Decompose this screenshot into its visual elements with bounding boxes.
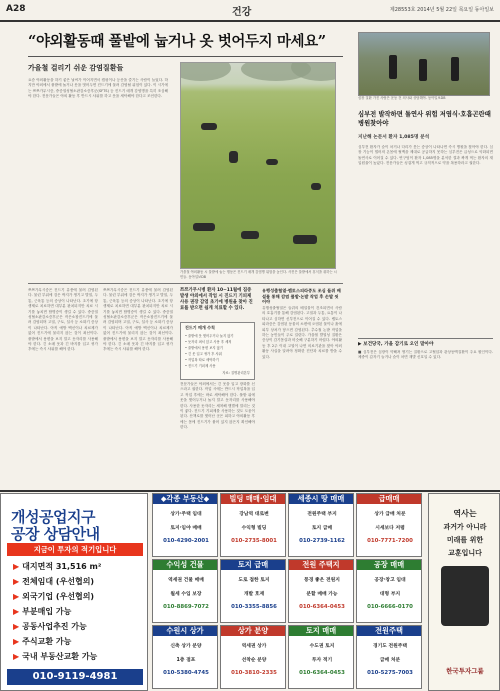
- main-photo-caption: 가을철 야외활동 시 풀밭에 눕는 행동은 진드기 매개 감염병 위험을 높인다. 사진은 풀밭에서 휴식을 취하는 시민들. 동아일보DB: [180, 270, 337, 279]
- classified-ad-line: 1층 점포: [176, 658, 196, 663]
- classified-ad: [220, 625, 286, 689]
- classified-ad-line: 역세권 건물 매매: [168, 578, 204, 583]
- right-article2-head: ▶ 보건당국, 가을 감기로 오인 말아야: [358, 342, 434, 347]
- classified-ad: [356, 493, 422, 557]
- right-article-text: 심부전 환자가 숨이 차거나 다리가 붓는 증상이 나타나면 즉시 병원을 찾아야 한다. 심장 기능이 떨어져 온몸에 혈액을 제대로 공급하지 못하는 심부전은 급성으로 악화되면 돌연사로 이어질 수 있다. 연구팀이 환자 1,085명을 분석한 결과 짜게 먹는 환자의 재입원율이 높았다. 전문가들은 싱겁게 먹고 규칙적으로 약을 복용하라고 권한다.: [358, 145, 493, 166]
- classified-ad-title: 수원시 상가: [153, 626, 217, 636]
- side-ad-brand: 한국투자그룹: [446, 667, 484, 675]
- classified-ad-title: 공장 매매: [357, 560, 421, 570]
- side-ad-line3: 미래를 위한: [446, 535, 484, 544]
- right-article-subhead: 지난해 논문서 환자 1,085명 분석: [358, 135, 430, 140]
- classified-ad: [356, 559, 422, 623]
- classified-ads-grid: [152, 493, 424, 691]
- info-box-line: • 돗자리 펴서 앉고 사용 후 세척: [185, 340, 232, 344]
- right-side-ad: [428, 493, 500, 691]
- classified-ad-line: 개발 호재: [243, 592, 265, 597]
- classified-ad-title: 급매매: [357, 494, 421, 504]
- info-box-line: • 풀밭에 옷 벗어두거나 눕지 않기: [185, 334, 234, 338]
- classified-ad-title: ◆각종 부동산◆: [153, 494, 217, 504]
- side-photo-caption: 심장 질환 가진 사람은 운동 전 의사와 상담해야. 동아일보DB: [358, 96, 446, 100]
- right-article2-text: ■ 심부전은 심장이 약해져 생기는 질환으로 고혈압과 관상동맥질환이 주요 원인이다. 체중이 갑자기 늘거나 숨이 차면 재발 신호일 수 있다.: [358, 350, 493, 360]
- classified-ad-line: 월세 수입 보장: [170, 592, 202, 597]
- article-col3-text: 유행성출혈열은 들쥐의 배설물이 건조되면서 사람의 호흡기를 통해 감염된다. 고열과 두통, 요통이 나타나고 심하면 신부전으로 이어질 수 있다. 렙토스피라증은 감염된 동물의 소변에 오염된 물이나 흙에 피부 상처가 닿으면 감염된다. 추수철 논밭 작업을 하는 농민들이 주로 걸린다. 가을철 발열성 질환은 증상이 감기몸살과 비슷해 구분하기 어렵다. 야외활동 후 2주 이내 고열이 나면 의료기관을 찾아 야외활동 사실을 알려야 정확한 진단과 치료를 받을 수 있다.: [262, 306, 342, 359]
- page-header: [0, 0, 500, 22]
- classified-ad-phone: 010-5275-7003: [367, 670, 413, 676]
- classified-ad-phone: 010-6364-0453: [299, 670, 345, 676]
- classified-ad-title: 수익성 건물: [153, 560, 217, 570]
- info-box-line: • 작업복 따로 세탁하기: [185, 358, 219, 362]
- side-ad-line4: 교훈입니다: [448, 548, 482, 557]
- classified-ad-phone: 010-4290-2001: [163, 538, 209, 544]
- ad-banner: 지금이 투자의 적기입니다: [7, 543, 143, 556]
- classified-ad-phone: 010-7771-7200: [367, 538, 413, 544]
- right-article-headline: 심부전 발작하면 돌연사 위험 저염식·호흡곤란때 병원찾아야: [358, 111, 491, 127]
- classified-ad-line: 경기도 전원주택: [372, 644, 408, 649]
- classified-ad: [288, 625, 354, 689]
- classified-ad-line: 분할 매매 가능: [306, 592, 338, 597]
- classified-ad-line: 대형 부지: [379, 592, 401, 597]
- classified-ad-line: 급매 처분: [379, 658, 401, 663]
- classified-ad-title: 전원주택: [357, 626, 421, 636]
- classified-ad-line: 신축 상가 분양: [170, 644, 202, 649]
- classified-ad-line: 전원주택 부지: [307, 512, 337, 517]
- classified-ad: [356, 625, 422, 689]
- article-intro-text: 요즘 야외활동을 하기 좋은 날씨가 이어지면서 캠핑이나 등산을 즐기는 사람이 늘었다. 하지만 야외에서 풀밭에 눕거나 옷을 벗어두면 진드기에 물려 감염될 위험이 있다. 이 시기에는 쯔쯔가무시증, 중증열성혈소판감소증후군(SFTS) 등 진드기 매개 감염병을 특히 조심해야 한다. 전문가들은 야외 활동 후 반드시 샤워를 하고 옷을 세탁해야 한다고 조언한다.: [28, 78, 168, 99]
- classified-ad-phone: 010-6666-0170: [367, 604, 413, 610]
- ad-row: ▶ 전체임대 (우선협의): [13, 577, 95, 586]
- ad-row: ▶ 국내 부동산교환 가능: [13, 652, 98, 661]
- classified-ad: [288, 493, 354, 557]
- ad-row: ▶ 대지면적 31,516 m²: [13, 562, 102, 571]
- page-number: A28: [6, 4, 26, 14]
- info-box: [180, 322, 255, 380]
- ad-divider: [0, 490, 500, 492]
- classified-ad: [152, 625, 218, 689]
- classified-ad-title: 전원 주택지: [289, 560, 353, 570]
- article-col3-head: 유행성출혈열·렙토스피라증도 조심 들쥐 배설물 통해 감염 풀밭·논밭 작업 후 손발 씻어야: [262, 288, 341, 305]
- info-box-title: 진드기 매개 수칙: [185, 325, 215, 330]
- classified-ad-line: 공장·창고 임대: [374, 578, 406, 583]
- ad-row: ▶ 부분매입 가능: [13, 607, 72, 616]
- classified-ad-line: 도로 접한 토지: [238, 578, 270, 583]
- classified-ad: [152, 559, 218, 623]
- side-ad-calligraphy: [441, 566, 489, 626]
- classified-ad-title: 토지 매매: [289, 626, 353, 636]
- ad-row: ▶ 공동사업추진 가능: [13, 622, 87, 631]
- article-col1c-text: 쯔쯔가무시증은 진드기 유충에 물려 감염된다. 물린 부위에 검은 딱지가 생기고 발열, 두통, 근육통 등의 증상이 나타난다. 초기에 항생제로 치료하면 대부분 완치되지만 치료 시기를 놓치면 합병증이 생길 수 있다. 중증열성혈소판감소증후군은 작은소참진드기에 물려 감염되며 고열, 구토, 설사 등 소화기 증상이 나타난다. 아직 예방 백신이나 치료제가 없어 진드기에 물리지 않는 것이 최선이다. 풀밭에서 용변을 보지 말고 돗자리를 사용해야 한다. 긴 소매 옷과 긴 바지를 입고 귀가 후에는 즉시 샤워를 해야 한다.: [103, 288, 173, 352]
- section-title: 건강: [232, 7, 252, 18]
- classified-ad-phone: 010-6364-0453: [299, 604, 345, 610]
- info-box-line: • 긴 옷 입고 귀가 후 샤워: [185, 352, 222, 356]
- ad-title-line2: 공장 상담안내: [11, 525, 100, 543]
- classified-ad-phone: 010-5380-4745: [163, 670, 209, 676]
- classified-ad-line: 풍경 좋은 전원지: [304, 578, 340, 583]
- classified-ad: [220, 559, 286, 623]
- classified-ad-title: 빌딩 매매·임대: [221, 494, 285, 504]
- ad-row: ▶ 외국기업 (우선협의): [13, 592, 95, 601]
- ad-phone: 010-9119-4981: [7, 669, 143, 685]
- classified-ad-phone: 010-2739-1162: [299, 538, 345, 544]
- right-divider: [358, 338, 493, 339]
- side-ad-line1: 역사는: [453, 508, 477, 518]
- info-box-line: • 풀밭에서 용변 보지 않기: [185, 346, 223, 350]
- classified-ad-line: 투자 적기: [311, 658, 333, 663]
- article-headline: “야외활동때 풀밭에 눕거나 옷 벗어두지 마세요”: [28, 33, 326, 50]
- side-photo: [358, 32, 490, 96]
- article-col1-text: 쯔쯔가무시증은 진드기 유충에 물려 감염된다. 물린 부위에 검은 딱지가 생기고 발열, 두통, 근육통 등의 증상이 나타난다. 초기에 항생제로 치료하면 대부분 완치되지만 치료 시기를 놓치면 합병증이 생길 수 있다. 중증열성혈소판감소증후군은 작은소참진드기에 물려 감염되며 고열, 구토, 설사 등 소화기 증상이 나타난다. 아직 예방 백신이나 치료제가 없어 진드기에 물리지 않는 것이 최선이다. 풀밭에서 용변을 보지 말고 돗자리를 사용해야 한다. 긴 소매 옷과 긴 바지를 입고 귀가 후에는 즉시 샤워를 해야 한다.: [28, 288, 98, 352]
- headline-divider: [28, 56, 343, 57]
- classified-ad-line: 토지 급매: [311, 526, 333, 531]
- info-box-line: • 진드기 기피제 사용: [185, 364, 216, 368]
- classified-ad-line: 상가·주택 임대: [170, 512, 202, 517]
- ad-row: ▶ 주식교환 가능: [13, 637, 72, 646]
- info-box-source: 자료: 질병관리본부: [222, 371, 250, 375]
- classified-ad-line: 상가 급매 처분: [374, 512, 406, 517]
- industrial-complex-ad: [0, 493, 148, 691]
- article-col2-text: 쯔쯔가무시병 환자 10~11월에 집중 발생 야외에서 작업 시 진드기 기피제 사용 권장 감염 초기에 병원을 찾아 진료를 받으면 쉽게 치료할 수 있다.: [180, 288, 253, 311]
- classified-ad-line: 토지·임야 매매: [170, 526, 202, 531]
- article-col2b-text: 전문가들은 야외에서는 긴 옷을 입고 장화를 신으라고 권한다. 작업 시에는 반드시 작업복을 입고 작업 후에는 바로 세탁해야 한다. 풀밭 위에 옷을 벗어두거나 눕지 말고 돗자리를 사용해야 한다. 사용한 돗자리는 세척해 햇볕에 말리는 것이 좋다. 진드기 기피제를 사용하는 것도 도움이 된다. 산책로를 벗어난 곳은 피하고 야외활동 후에는 몸에 진드기가 붙어 있지 않은지 확인해야 한다.: [180, 382, 255, 430]
- classified-ad-title: 토지 급매: [221, 560, 285, 570]
- classified-ad-title: 세종시 땅 매매: [289, 494, 353, 504]
- classified-ad-line: 시세보다 저렴: [375, 526, 405, 531]
- classified-ad-line: 수도권 토지: [309, 644, 335, 649]
- classified-ad-phone: 010-3810-2335: [231, 670, 277, 676]
- ad-title-line1: 개성공업지구: [11, 508, 95, 526]
- classified-ad: [152, 493, 218, 557]
- classified-ad-line: 역세권 상가: [241, 644, 267, 649]
- classified-ad-phone: 010-8869-7072: [163, 604, 209, 610]
- classified-ad-phone: 010-3355-8856: [231, 604, 277, 610]
- section-divider: [28, 283, 343, 284]
- classified-ad-line: 선착순 분양: [241, 658, 267, 663]
- classified-ad-phone: 010-2735-8001: [231, 538, 277, 544]
- classified-ad-line: 수익형 빌딩: [241, 526, 267, 531]
- article-subhead: 가을철 걸리기 쉬운 감염질환들: [28, 64, 124, 72]
- issue-info: 제28553호 2014년 5월 22일 목요일 동아일보: [389, 7, 494, 13]
- side-ad-line2: 과거가 아니라: [443, 522, 487, 531]
- classified-ad: [288, 559, 354, 623]
- classified-ad: [220, 493, 286, 557]
- classified-ad-title: 상가 분양: [221, 626, 285, 636]
- classified-ad-line: 강남역 대로변: [239, 512, 269, 517]
- main-photo: [180, 62, 336, 269]
